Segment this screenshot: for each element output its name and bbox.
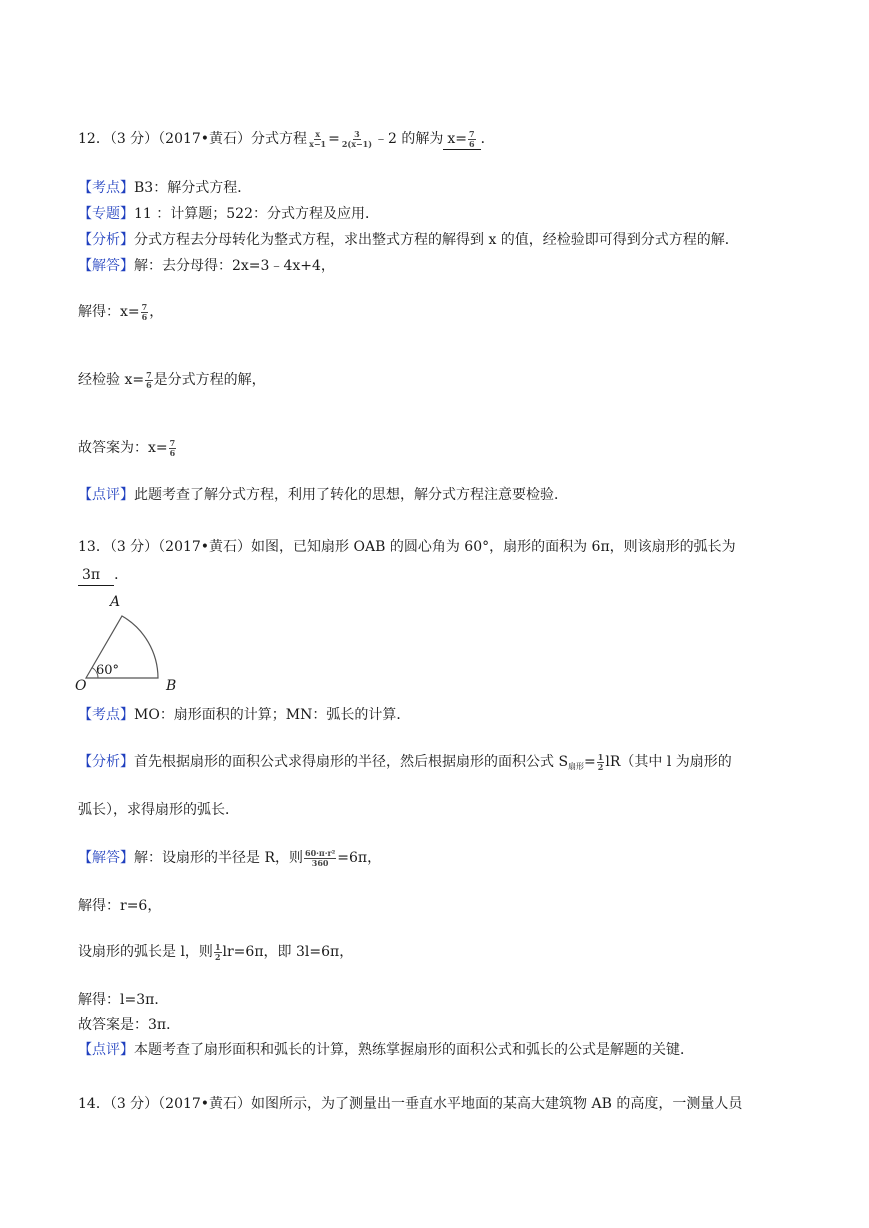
dianping-tag: 【点评】	[78, 487, 134, 503]
kaodian-tag: 【考点】	[78, 707, 134, 723]
q13-jieda: 【解答】解：设扇形的半径是 R，则 $\frac{\text{60·π·r²}}{360}$ =6π，	[78, 847, 382, 868]
jieda-tag: 【解答】	[78, 850, 134, 866]
q12-step-1-fraction: $\frac{7}{6}$	[141, 301, 148, 322]
q12-fenxi: 【分析】分式方程去分母转化为整式方程，求出整式方程的解得到 x 的值，经检验即可得到分式方程的解．	[78, 232, 739, 248]
q12-fraction-1: $\frac{x}{x-1}$	[309, 128, 327, 149]
q12-step-2-fraction: $\frac{7}{6}$	[146, 369, 152, 390]
q13-stem: 13．（3 分）（2017•黄石）如图，已知扇形 OAB 的圆心角为 60°，扇形的面积为 6π，则该扇形的弧长为	[78, 539, 736, 555]
q13-fenxi: 【分析】首先根据扇形的面积公式求得扇形的半径，然后根据扇形的面积公式 $S_{扇形}=$ $\frac{1}{2}$ lR（其中 l 为扇形的	[78, 751, 732, 772]
q14-stem: 14．（3 分）（2017•黄石）如图所示，为了测量出一垂直水平地面的某高大建筑物 AB 的高度，一测量人员	[78, 1096, 743, 1112]
jieda-tag: 【解答】	[78, 258, 134, 274]
fenxi-tag: 【分析】	[78, 232, 134, 248]
label-b: B	[166, 678, 177, 692]
q13-dianping: 【点评】本题考查了扇形面积和弧长的计算，熟练掌握扇形的面积公式和弧长的公式是解题的关键．	[78, 1042, 694, 1058]
q13-step-2-fraction: $\frac{1}{2}$	[214, 941, 221, 962]
q12-kaodian: 【考点】B3：解分式方程．	[78, 180, 252, 196]
q13-step-4: 故答案是：3π．	[78, 1017, 181, 1033]
q13-answer-line: 3π ．	[78, 565, 128, 586]
kaodian-tag: 【考点】	[78, 180, 134, 196]
q12-dianping: 【点评】此题考查了解分式方程，利用了转化的思想，解分式方程注意要检验．	[78, 487, 568, 503]
q12-fraction-2: $\frac{3}{2(x-1)}$	[341, 128, 373, 149]
q13-fenxi-fraction: $\frac{1}{2}$	[597, 751, 604, 772]
q13-step-2: 设扇形的弧长是 l，则 $\frac{1}{2}$ lr=6π，即 3l=6π，	[78, 941, 354, 962]
zhuanti-tag: 【专题】	[78, 206, 134, 222]
q13-jieda-fraction: $\frac{\text{60·π·r²}}{360}$	[305, 847, 336, 868]
angle-label: 60°	[96, 663, 120, 678]
fenxi-tag: 【分析】	[78, 754, 134, 770]
q12-jieda: 【解答】解：去分母得：2x=3﹣4x+4，	[78, 258, 335, 274]
q13-kaodian: 【考点】MO：扇形面积的计算；MN：弧长的计算．	[78, 707, 411, 723]
q12-answer-blank: x= $\frac{7}{6}$	[443, 129, 480, 150]
q13-answer-blank: 3π	[78, 565, 114, 586]
q13-step-3: 解得：l=3π．	[78, 992, 169, 1008]
label-a: A	[110, 594, 121, 610]
q13-step-1: 解得：r=6，	[78, 898, 162, 914]
sector-figure	[70, 590, 190, 692]
q12-step-3: 故答案为：x= $\frac{7}{6}$	[78, 437, 176, 458]
label-o: O	[75, 678, 87, 692]
q12-step-2: 经检验 x= $\frac{7}{6}$ 是分式方程的解，	[78, 369, 266, 390]
q12-zhuanti: 【专题】11 ：计算题；522：分式方程及应用．	[78, 206, 379, 222]
q12-answer-fraction: $\frac{7}{6}$	[469, 128, 475, 149]
q12-step-1: 解得：x= $\frac{7}{6}$ ，	[78, 301, 164, 322]
q12-step-3-fraction: $\frac{7}{6}$	[169, 437, 176, 458]
q12-stem: 12．（3 分）（2017•黄石）分式方程 $\frac{x}{x-1}$ = $\frac{3}{2(x-1)}$ ﹣2 的解为 x= $\frac{7}{6}$ ．	[78, 128, 495, 149]
q13-fenxi-cont: 弧长），求得扇形的弧长．	[78, 802, 239, 818]
dianping-tag: 【点评】	[78, 1042, 134, 1058]
